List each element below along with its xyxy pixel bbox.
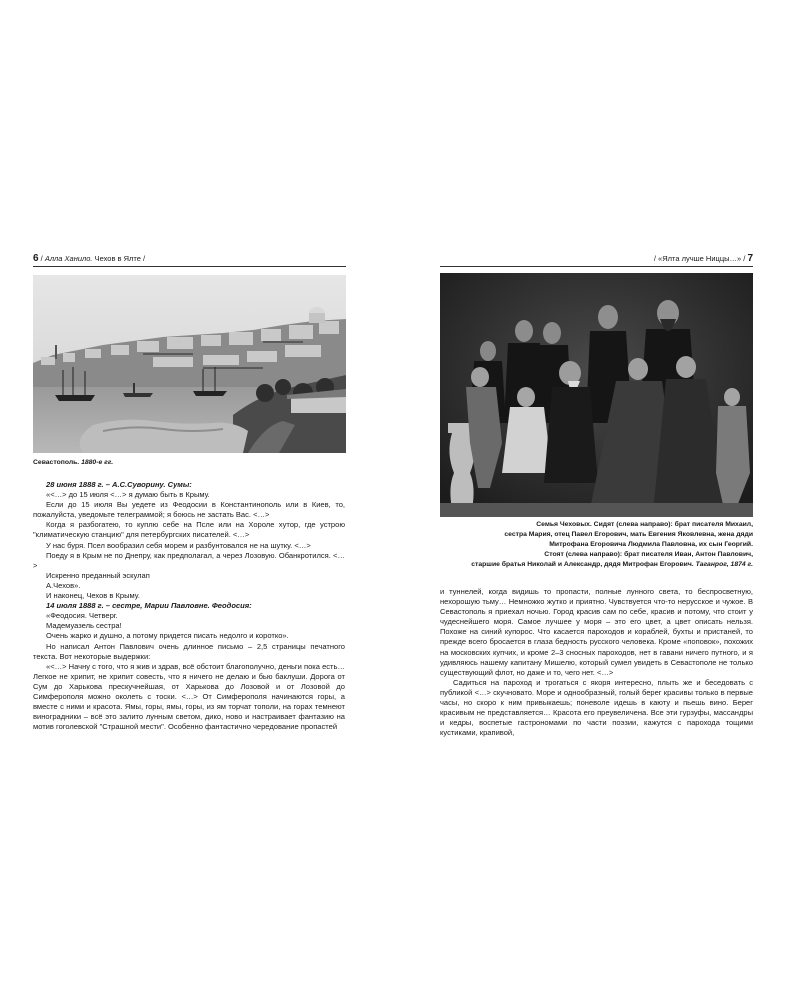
paragraph: У нас буря. Псел вообразил себя морем и разбунтовался не на шутку. <…> xyxy=(46,540,311,550)
paragraph: и туннелей, когда видишь то пропасти, полные лунного света, то беспросветную, нехорошую тьму… Немножко жутко и приятно. Чувствуется что-то нерусское и чужое. В Севастополь я приехал ночью. Город красив сам по себе, красив и потому, что стоит у чудеснейшего моря. Самое лучшее у моря – это его цвет, а цвет описать нельзя. Похоже на синий купорос. Что касается пароходов и кораблей, бухты и пристаней, то прежде всего бросается в глаза бедность русского человека. Кроме «поповок», похожих на московских купчих, и кроме 2–3 сносных пароходов, нет в гавани ничего путного, и я удивляюсь нашему капитану Мишелю, который сумел увидеть в Севастополе не только существующий флот, но даже и то, чего нет. <…> xyxy=(440,587,753,677)
paragraph: Искренно преданный эскулап xyxy=(46,570,150,580)
caption-line xyxy=(440,560,753,570)
left-header-rule xyxy=(33,266,346,267)
right-header-rule xyxy=(440,266,753,267)
paragraph: Садиться на пароход и трогаться с якоря интересно, плыть же и беседовать с публикой <…> скучновато. Море и однообразный, голый берег красивы только в первые часы, но скоро к ним привыкаешь; поневоле идешь в каюту и пьешь вино. Берег красивым не представляется… Красота его преувеличена. Все эти гурзуфы, массандры и кедры, воспетые гастрономами по части поэзии, кажутся с парохода тощими кустиками, крапивой, xyxy=(440,677,753,738)
right-photo-caption xyxy=(440,520,753,570)
paragraph: Но написал Антон Павлович очень длинное письмо – 2,5 страницы печатного текста. Вот некоторые выдержки: xyxy=(33,641,345,661)
paragraph: «Феодосия. Четверг. xyxy=(46,611,118,621)
chekhov-family-photo xyxy=(440,273,753,517)
caption-line: Семья Чеховых. Сидят (слева направо): брат писателя Михаил, xyxy=(536,521,753,528)
paragraph: «<…> Начну с того, что я жив и здрав, всё обстоит благополучно, деньги пока есть… Легкое не хрипит, не хрипит совесть, что я ничего не делаю и бью баклуши. Дорога от Сум до Харькова прескучнейшая, от Харькова до Лозовой и от Лозовой до Симферополя можно околеть с тоски. <…> От Симферополя начинаются горы, а вместе с ними и красота. Ямы, горы, ямы, горы, из ям торчат тополи, на горах темнеют виноградники – всё это залито лунным светом, дико, ново и настраивает фантазию на мотив гоголевской "Страшной мести". Особенно фантастично чередование пропастей xyxy=(33,661,345,732)
caption-line: Стоят (слева направо): брат писателя Иван, Антон Павлович, xyxy=(544,551,753,558)
left-caption-title: Севастополь. xyxy=(33,459,80,466)
caption-place-date: Таганрог, 1874 г. xyxy=(695,561,753,568)
left-caption-date: 1880-е гг. xyxy=(81,459,114,466)
caption-line-5: старшие братья Николай и Александр, дядя Митрофан Егорович. xyxy=(471,561,694,568)
letter-heading-1: 28 июня 1888 г. – А.С.Суворину. Сумы: xyxy=(46,480,192,489)
right-running-title: / «Ялта лучше Ниццы…» / xyxy=(653,254,746,263)
paragraph: Мадемуазель сестра! xyxy=(46,621,122,631)
right-body-text xyxy=(440,587,753,738)
paragraph: «<…> до 15 июля <…> я думаю быть в Крыму. xyxy=(46,490,210,500)
sevastopol-photo xyxy=(33,275,346,453)
left-body-text xyxy=(33,480,345,732)
paragraph: Очень жарко и душно, а потому придется писать недолго и коротко». xyxy=(46,631,289,641)
left-photo-caption xyxy=(33,458,113,468)
letter-heading-2: 14 июля 1888 г. – сестре, Марии Павловне. Феодосия: xyxy=(46,601,252,611)
caption-line: Митрофана Егоровича Людмила Павловна, их сын Георгий. xyxy=(549,541,753,548)
right-running-head xyxy=(440,253,753,265)
paragraph: Поеду я в Крым не по Днепру, как предполагал, а через Лозовую. Обанкротился. <…> xyxy=(33,550,345,570)
paragraph: И наконец, Чехов в Крыму. xyxy=(46,591,140,601)
left-author: Алла Ханило. xyxy=(44,254,93,263)
caption-line: сестра Мария, отец Павел Егорович, мать Евгения Яковлевна, жена дяди xyxy=(504,531,753,538)
paragraph: А.Чехов». xyxy=(46,580,81,590)
left-page-number: 6 xyxy=(33,253,39,264)
left-book-title: Чехов в Ялте / xyxy=(94,254,146,263)
paragraph: Если до 15 июля Вы уедете из Феодосии в Константинополь или в Киев, то, пожалуйста, уведомьте телеграммой; я боюсь не застать Вас. <…> xyxy=(33,500,345,520)
left-running-head: 6 / Алла Ханило. Чехов в Ялте / xyxy=(33,253,146,264)
right-page-number: 7 xyxy=(747,253,753,264)
paragraph: Когда я разбогатею, то куплю себе на Псле или на Хороле хутор, где устрою "климатическую станцию" для петербургских писателей. <…> xyxy=(33,520,345,540)
